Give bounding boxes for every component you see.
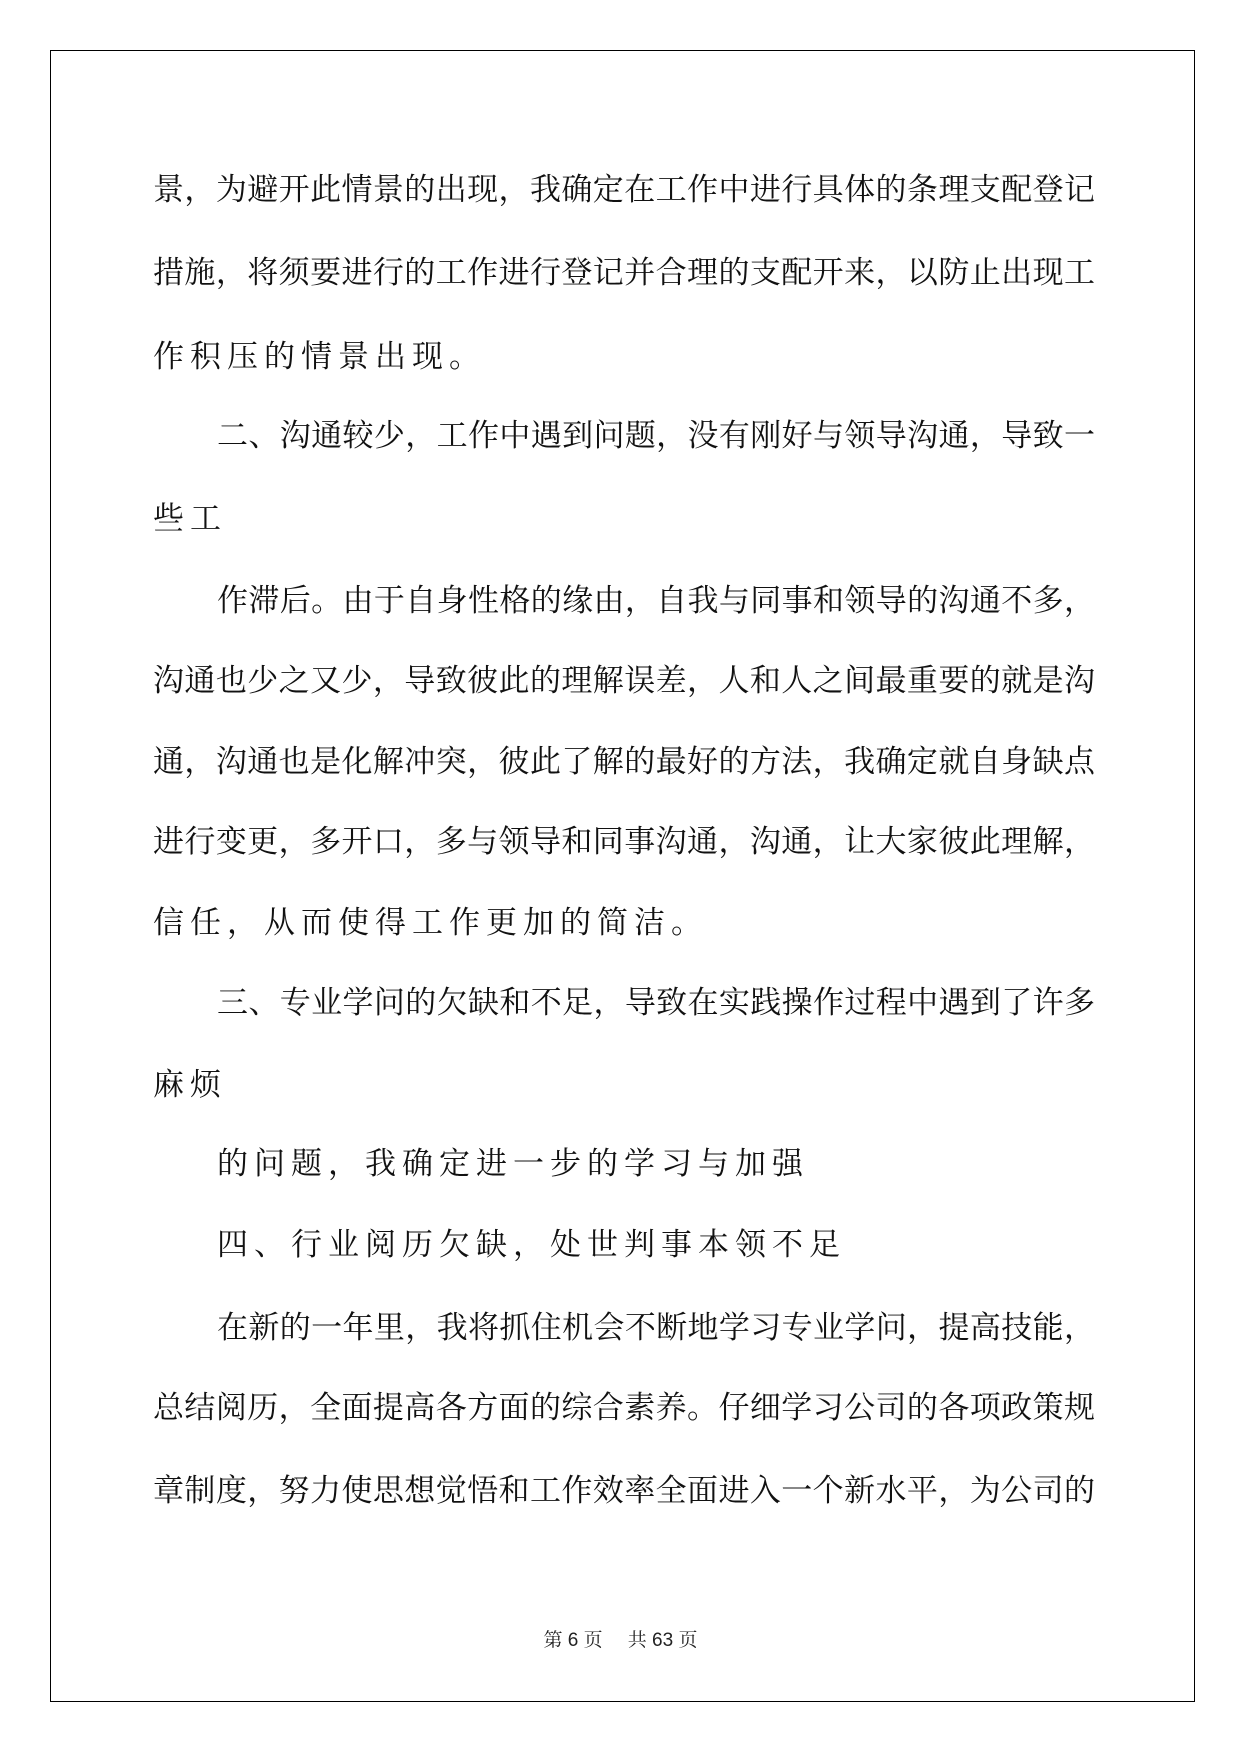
current-page-label: 第 6 页 — [543, 1630, 603, 1651]
paragraph-line: 些工 — [153, 501, 227, 537]
paragraph-line: 通，沟通也是化解冲突，彼此了解的最好的方法，我确定就自身缺点 — [153, 744, 1095, 780]
paragraph-line: 二、沟通较少，工作中遇到问题，没有刚好与领导沟通，导致一 — [217, 418, 1095, 454]
total-pages-label: 共 63 页 — [627, 1630, 698, 1651]
paragraph-line: 四、行业阅历欠缺，处世判事本领不足 — [217, 1227, 846, 1263]
paragraph-line: 麻烦 — [153, 1067, 227, 1103]
paragraph-line: 三、专业学问的欠缺和不足，导致在实践操作过程中遇到了许多 — [217, 985, 1095, 1021]
page-border — [50, 50, 1195, 1702]
paragraph-line: 沟通也少之又少，导致彼此的理解误差，人和人之间最重要的就是沟 — [153, 663, 1095, 699]
paragraph-line: 作滞后。由于自身性格的缘由，自我与同事和领导的沟通不多， — [217, 583, 1095, 619]
paragraph-line: 在新的一年里，我将抓住机会不断地学习专业学问，提高技能， — [217, 1310, 1095, 1346]
paragraph-line: 信任，从而使得工作更加的简洁。 — [153, 905, 708, 941]
paragraph-line: 章制度，努力使思想觉悟和工作效率全面进入一个新水平，为公司的 — [153, 1473, 1095, 1509]
paragraph-line: 进行变更，多开口，多与领导和同事沟通，沟通，让大家彼此理解， — [153, 824, 1095, 860]
paragraph-line: 措施，将须要进行的工作进行登记并合理的支配开来，以防止出现工 — [153, 255, 1095, 291]
paragraph-line: 的问题，我确定进一步的学习与加强 — [217, 1146, 809, 1182]
page-footer — [0, 1625, 1241, 1652]
paragraph-line: 作积压的情景出现。 — [153, 339, 486, 375]
paragraph-line: 景，为避开此情景的出现，我确定在工作中进行具体的条理支配登记 — [153, 172, 1095, 208]
paragraph-line: 总结阅历，全面提高各方面的综合素养。仔细学习公司的各项政策规 — [153, 1390, 1095, 1426]
